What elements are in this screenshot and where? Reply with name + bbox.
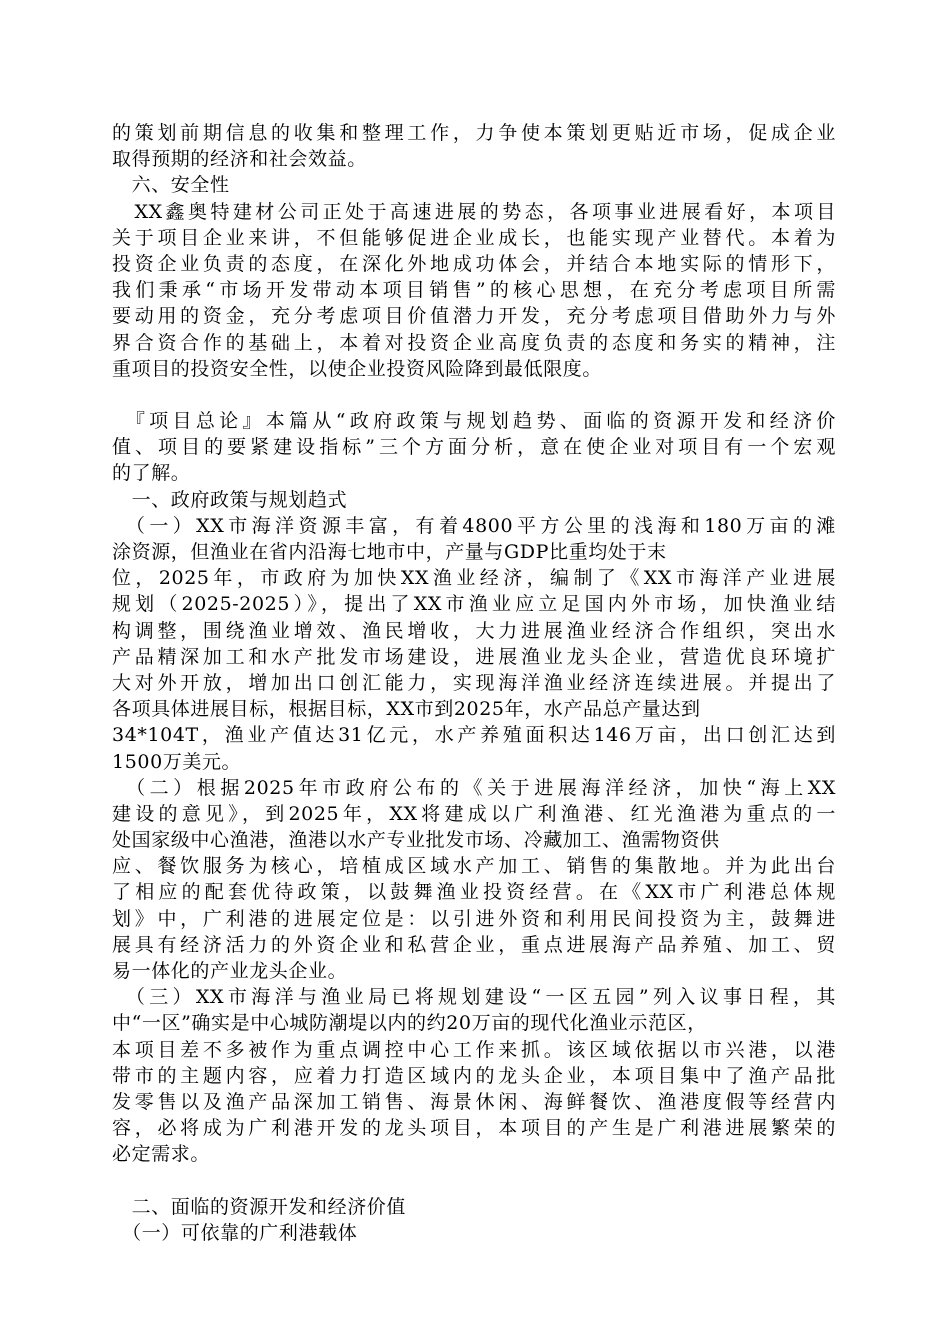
text-line: （一）可依靠的广利港载体 xyxy=(112,1221,358,1244)
text-line: 处国家级中心渔港，渔港以水产专业批发市场、冷藏加工、渔需物资供 xyxy=(112,829,720,852)
blank-line xyxy=(112,1168,836,1194)
text-line: 1500万美元。 xyxy=(112,750,242,773)
text-line: 值、项目的要紧建设指标”三个方面分析，意在使企业对项目有一个宏观 xyxy=(112,436,836,459)
text-line: 大对外开放，增加出口创汇能力，实现海洋渔业经济连续进展。并提出了 xyxy=(112,671,836,694)
text-line: （二）根据2025年市政府公布的《关于进展海洋经济，加快“海上XX xyxy=(112,776,836,799)
text-line: 规划（2025-2025）》，提出了XX市渔业应立足国内外市场，加快渔业结 xyxy=(112,593,836,616)
text-line: （三）XX市海洋与渔业局已将规划建设“一区五园”列入议事日程，其 xyxy=(112,986,836,1009)
text-line: 中“一区”确实是中心城防潮堤以内的约20万亩的现代化渔业示范区， xyxy=(112,1012,707,1035)
text-line: 位，2025年，市政府为加快XX渔业经济，编制了《XX市海洋产业进展 xyxy=(112,567,836,590)
text-line: 投资企业负责的态度，在深化外地成功体会，并结合本地实际的情形下， xyxy=(112,252,836,275)
text-line: 建设的意见》，到2025年，XX将建成以广利渔港、红光渔港为重点的一 xyxy=(112,802,836,825)
text-line: 容，必将成为广利港开发的龙头项目，本项目的产生是广利港进展繁荣的 xyxy=(112,1117,836,1140)
text-line: 我们秉承“市场开发带动本项目销售”的核心思想，在充分考虑项目所需 xyxy=(112,279,836,302)
blank-line xyxy=(112,382,836,408)
text-line: 34*104T，渔业产值达31亿元，水产养殖面积达146万亩，出口创汇达到 xyxy=(112,724,836,747)
text-line: 构调整，围绕渔业增效、渔民增收，大力进展渔业经济合作组织，突出水 xyxy=(112,619,836,642)
text-line: 划》中，广利港的进展定位是：以引进外资和利用民间投资为主，鼓舞进 xyxy=(112,907,836,930)
text-line: 了相应的配套优待政策，以鼓舞渔业投资经营。在《XX市广利港总体规 xyxy=(112,881,836,904)
text-line: 产品精深加工和水产批发市场建设，进展渔业龙头企业，营造优良环境扩 xyxy=(112,645,836,668)
text-line: 涂资源，但渔业在省内沿海七地市中，产量与GDP比重均处于末 xyxy=(112,541,667,563)
text-line: 应、餐饮服务为核心，培植成区域水产加工、销售的集散地。并为此出台 xyxy=(112,855,836,878)
text-line: 发零售以及渔产品深加工销售、海景休闲、海鲜餐饮、渔港度假等经营内 xyxy=(112,1090,836,1113)
text-line: 展具有经济活力的外资企业和私营企业，重点进展海产品养殖、加工、贸 xyxy=(112,933,836,956)
text-line: 取得预期的经济和社会效益。 xyxy=(112,148,367,171)
text-line: 的策划前期信息的收集和整理工作，力争使本策划更贴近市场，促成企业 xyxy=(112,122,836,144)
text-line: 的了解。 xyxy=(112,462,191,485)
text-line: 『项目总论』本篇从“政府政策与规划趋势、面临的资源开发和经济价 xyxy=(112,410,836,433)
text-line: （一）XX市海洋资源丰富，有着4800平方公里的浅海和180万亩的滩 xyxy=(112,514,836,537)
text-line: XX鑫奥特建材公司正处于高速进展的势态，各项事业进展看好，本项目 xyxy=(112,200,836,223)
text-line: 关于项目企业来讲，不但能够促进企业成长，也能实现产业替代。本着为 xyxy=(112,226,836,249)
document-body xyxy=(112,120,836,1246)
text-line: 重项目的投资安全性，以使企业投资风险降到最低限度。 xyxy=(112,357,603,380)
text-line: 必定需求。 xyxy=(112,1143,211,1166)
text-line: 六、安全性 xyxy=(112,174,230,197)
text-line: 界合资合作的基础上，本着对投资企业高度负责的态度和务实的精神，注 xyxy=(112,331,836,354)
text-line: 二、面临的资源开发和经济价值 xyxy=(112,1195,407,1218)
text-line: 本项目差不多被作为重点调控中心工作来抓。该区域依据以市兴港，以港 xyxy=(112,1038,836,1061)
text-line: 易一体化的产业龙头企业。 xyxy=(112,960,348,982)
text-line: 要动用的资金，充分考虑项目价值潜力开发，充分考虑项目借助外力与外 xyxy=(112,305,836,328)
text-line: 各项具体进展目标，根据目标，XX市到2025年，水产品总产量达到 xyxy=(112,698,701,721)
text-line: 带市的主题内容，应着力打造区域内的龙头企业，本项目集中了渔产品批 xyxy=(112,1064,836,1087)
text-line: 一、政府政策与规划趋式 xyxy=(112,488,348,511)
